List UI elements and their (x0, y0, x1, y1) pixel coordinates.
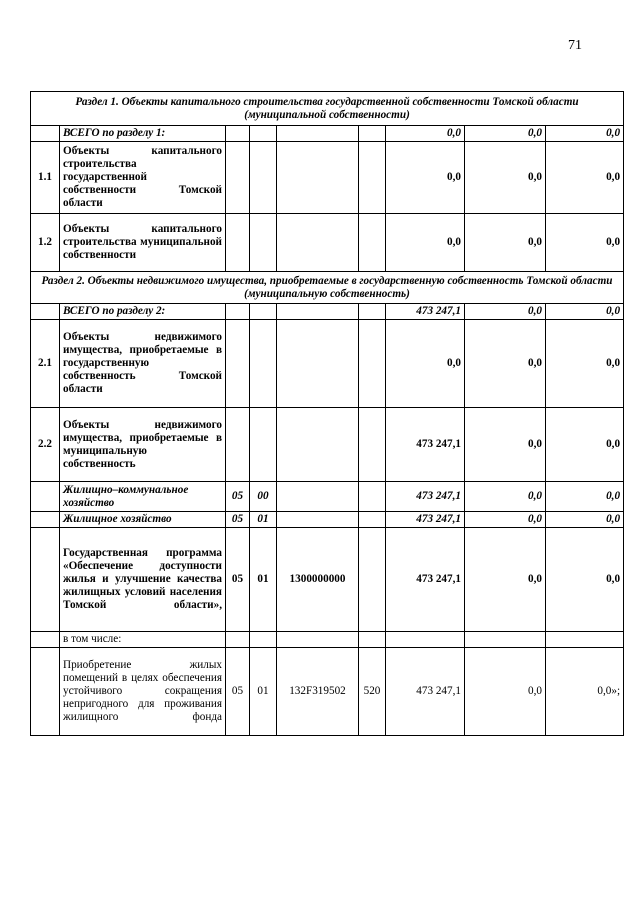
section2-title: Раздел 2. Объекты недвижимого имущества, приобретаемые в государственную собственность Томской области (муниципальную собственность) (31, 272, 624, 304)
table-row (31, 512, 624, 528)
row-code: 01 (250, 528, 277, 632)
row-value: 0,0 (546, 214, 624, 272)
table-row (31, 214, 624, 272)
row-number: 1.1 (31, 142, 60, 214)
row-value: 0,0 (546, 512, 624, 528)
table-row (31, 632, 624, 648)
row-value: 473 247,1 (386, 648, 465, 736)
table-row (31, 648, 624, 736)
row-code: 00 (250, 482, 277, 512)
row-code: 01 (250, 512, 277, 528)
section2-total-value: 0,0 (546, 304, 624, 320)
row-target-code: 1300000000 (277, 528, 359, 632)
table-row (31, 528, 624, 632)
row-name: Объекты недвижимого имущества, приобретаемые в муниципальную собственность (60, 408, 226, 482)
row-code: 05 (226, 648, 250, 736)
section2-total-value: 0,0 (465, 304, 546, 320)
page-number: 71 (568, 38, 582, 53)
section1-total-value: 0,0 (546, 126, 624, 142)
row-value: 473 247,1 (386, 482, 465, 512)
section1-total-value: 0,0 (465, 126, 546, 142)
table-row (31, 408, 624, 482)
row-value: 0,0 (465, 648, 546, 736)
row-value: 0,0 (546, 320, 624, 408)
row-value: 0,0»; (546, 648, 624, 736)
row-value: 473 247,1 (386, 408, 465, 482)
row-name: Жилищное хозяйство (60, 512, 226, 528)
row-code: 05 (226, 528, 250, 632)
section1-title: Раздел 1. Объекты капитального строительства государственной собственности Томской области (муниципальной собственности) (31, 92, 624, 126)
row-number: 2.1 (31, 320, 60, 408)
row-value: 0,0 (386, 142, 465, 214)
row-value: 0,0 (386, 214, 465, 272)
section2-total-value: 473 247,1 (386, 304, 465, 320)
row-name: Государственная программа «Обеспечение доступности жилья и улучшение качества жилищных условий населения Томской области», (60, 528, 226, 632)
table-row (31, 482, 624, 512)
row-value: 0,0 (465, 320, 546, 408)
row-target-code: 132F319502 (277, 648, 359, 736)
including-label: в том числе: (60, 632, 226, 648)
row-name: Объекты капитального строительства муниципальной собственности (60, 214, 226, 272)
row-code: 05 (226, 482, 250, 512)
row-number: 1.2 (31, 214, 60, 272)
row-code: 01 (250, 648, 277, 736)
row-value: 0,0 (386, 320, 465, 408)
row-value: 0,0 (465, 142, 546, 214)
section2-total-label: ВСЕГО по разделу 2: (60, 304, 226, 320)
row-name: Приобретение жилых помещений в целях обеспечения устойчивого сокращения непригодного для проживания жилищного фонда (60, 648, 226, 736)
table-row (31, 320, 624, 408)
row-expense-type: 520 (359, 648, 386, 736)
row-value: 0,0 (546, 142, 624, 214)
row-value: 473 247,1 (386, 528, 465, 632)
section1-total-value: 0,0 (386, 126, 465, 142)
row-value: 0,0 (465, 214, 546, 272)
row-value: 0,0 (546, 408, 624, 482)
row-value: 0,0 (465, 512, 546, 528)
section1-total-label: ВСЕГО по разделу 1: (60, 126, 226, 142)
row-name: Объекты капитального строительства государственной собственности Томской области (60, 142, 226, 214)
row-value: 0,0 (546, 482, 624, 512)
row-value: 0,0 (465, 408, 546, 482)
row-value: 0,0 (465, 528, 546, 632)
row-name: Объекты недвижимого имущества, приобретаемые в государственную собственность Томской области (60, 320, 226, 408)
table-row (31, 142, 624, 214)
row-code: 05 (226, 512, 250, 528)
row-value: 0,0 (546, 528, 624, 632)
row-value: 473 247,1 (386, 512, 465, 528)
objects-table (30, 91, 624, 736)
row-number: 2.2 (31, 408, 60, 482)
row-value: 0,0 (465, 482, 546, 512)
row-name: Жилищно–коммунальное хозяйство (60, 482, 226, 512)
